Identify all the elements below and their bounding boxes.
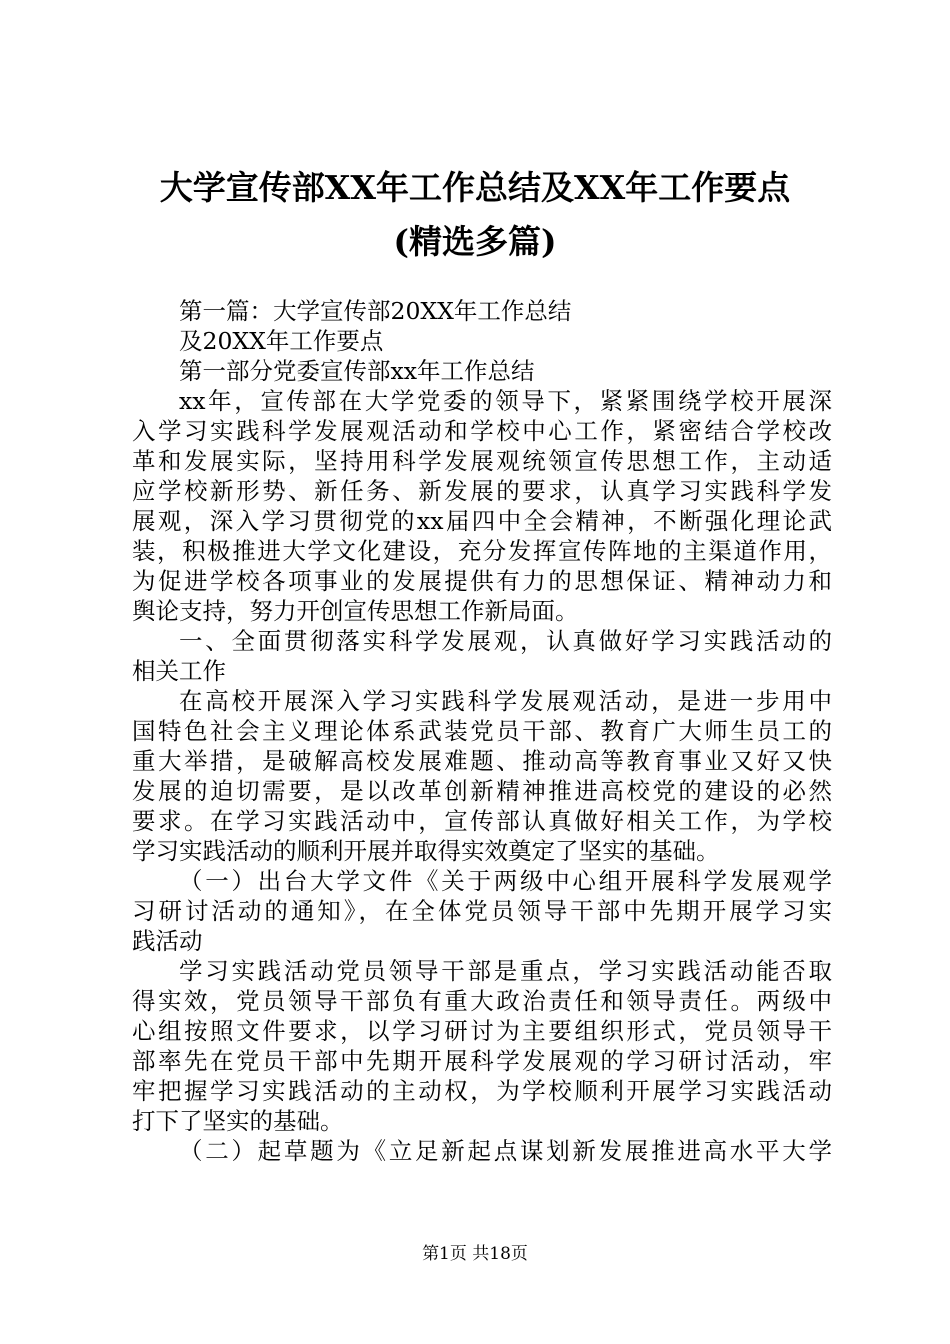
body-line: 第一部分党委宣传部xx年工作总结 [179, 357, 535, 385]
body-line: 学习实践活动的顺利开展并取得实效奠定了坚实的基础。 [132, 837, 720, 865]
document-title-line2: (精选多篇) [393, 222, 557, 261]
body-line: 部率先在党员干部中先期开展科学发展观的学习研讨活动，牢 [132, 1047, 832, 1075]
body-line: 心组按照文件要求，以学习研讨为主要组织形式，党员领导干 [132, 1017, 832, 1045]
body-line: xx年，宣传部在大学党委的领导下，紧紧围绕学校开展深 [179, 387, 832, 415]
document-body [132, 296, 832, 1166]
body-line: （一）出台大学文件《关于两级中心组开展科学发展观学 [179, 867, 832, 895]
body-line: 装，积极推进大学文化建设，充分发挥宣传阵地的主渠道作用， [132, 537, 832, 565]
body-line: 入学习实践科学发展观活动和学校中心工作，紧密结合学校改 [132, 417, 832, 445]
body-line: 革和发展实际，坚持用科学发展观统领宣传思想工作，主动适 [132, 447, 832, 475]
body-line: 相关工作 [132, 657, 226, 685]
body-line: 应学校新形势、新任务、新发展的要求，认真学习实践科学发 [132, 477, 832, 505]
body-line: 要求。在学习实践活动中，宣传部认真做好相关工作，为学校 [132, 807, 832, 835]
body-line: 一、全面贯彻落实科学发展观，认真做好学习实践活动的 [179, 627, 832, 655]
body-line: 发展的迫切需要，是以改革创新精神推进高校党的建设的必然 [132, 777, 832, 805]
body-line: 打下了坚实的基础。 [132, 1107, 344, 1135]
body-line: 舆论支持，努力开创宣传思想工作新局面。 [132, 597, 579, 625]
body-line: 在高校开展深入学习实践科学发展观活动，是进一步用中 [179, 687, 832, 715]
body-line: 国特色社会主义理论体系武装党员干部、教育广大师生员工的 [132, 717, 832, 745]
body-line: 展观，深入学习贯彻党的xx届四中全会精神，不断强化理论武 [132, 507, 832, 535]
body-line: 为促进学校各项事业的发展提供有力的思想保证、精神动力和 [132, 567, 832, 595]
body-line: 第一篇：大学宣传部20XX年工作总结 [179, 297, 572, 325]
body-line: （二）起草题为《立足新起点谋划新发展推进高水平大学 [179, 1137, 832, 1165]
body-line: 得实效，党员领导干部负有重大政治责任和领导责任。两级中 [132, 987, 832, 1015]
body-line: 牢把握学习实践活动的主动权，为学校顺利开展学习实践活动 [132, 1077, 832, 1105]
body-line: 学习实践活动党员领导干部是重点，学习实践活动能否取 [179, 957, 832, 985]
body-line: 及20XX年工作要点 [179, 327, 384, 355]
body-line: 重大举措，是破解高校发展难题、推动高等教育事业又好又快 [132, 747, 832, 775]
body-line: 习研讨活动的通知》，在全体党员领导干部中先期开展学习实 [132, 897, 832, 925]
page-footer: 第1页 共18页 [422, 1244, 528, 1264]
body-line: 践活动 [132, 927, 203, 955]
document-title-line1: 大学宣传部XX年工作总结及XX年工作要点 [159, 168, 791, 207]
